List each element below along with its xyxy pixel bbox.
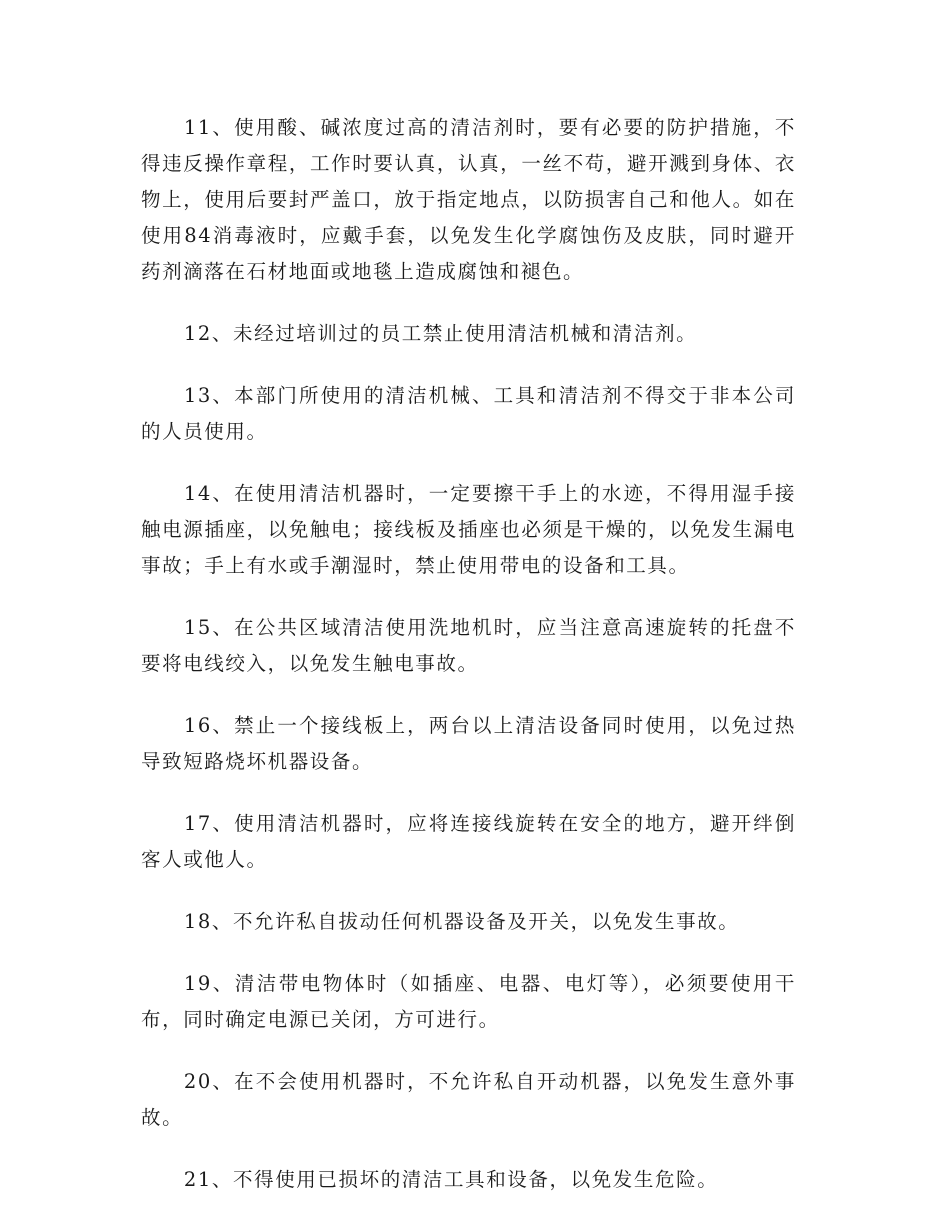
- paragraph-20: 20、在不会使用机器时，不允许私自开动机器，以免发生意外事故。: [141, 1070, 796, 1129]
- paragraph-17: 17、使用清洁机器时，应将连接线旋转在安全的地方，避开绊倒客人或他人。: [141, 812, 796, 871]
- paragraph-11: 11、使用酸、碱浓度过高的清洁剂时，要有必要的防护措施，不得违反操作章程，工作时要认真，认真，一丝不苟，避开溅到身体、衣物上，使用后要封严盖口，放于指定地点，以防损害自己和他人。如在使用84消毒液时，应戴手套，以免发生化学腐蚀伤及皮肤，同时避开药剂滴落在石材地面或地毯上造成腐蚀和褪色。: [141, 116, 796, 283]
- paragraph-13: 13、本部门所使用的清洁机械、工具和清洁剂不得交于非本公司的人员使用。: [141, 384, 796, 443]
- document-page: [141, 110, 796, 1198]
- paragraph-14: 14、在使用清洁机器时，一定要擦干手上的水迹，不得用湿手接触电源插座，以免触电；接线板及插座也必须是干燥的，以免发生漏电事故；手上有水或手潮湿时，禁止使用带电的设备和工具。: [141, 482, 796, 577]
- paragraph-16: 16、禁止一个接线板上，两台以上清洁设备同时使用，以免过热导致短路烧坏机器设备。: [141, 714, 796, 773]
- paragraph-19: 19、清洁带电物体时（如插座、电器、电灯等），必须要使用干布，同时确定电源已关闭，方可进行。: [141, 972, 796, 1031]
- paragraph-18: 18、不允许私自拔动任何机器设备及开关，以免发生事故。: [183, 910, 740, 933]
- paragraph-12: 12、未经过培训过的员工禁止使用清洁机械和清洁剂。: [183, 322, 698, 345]
- paragraph-15: 15、在公共区域清洁使用洗地机时，应当注意高速旋转的托盘不要将电线绞入，以免发生触电事故。: [141, 616, 796, 675]
- paragraph-21: 21、不得使用已损坏的清洁工具和设备，以免发生危险。: [183, 1168, 719, 1191]
